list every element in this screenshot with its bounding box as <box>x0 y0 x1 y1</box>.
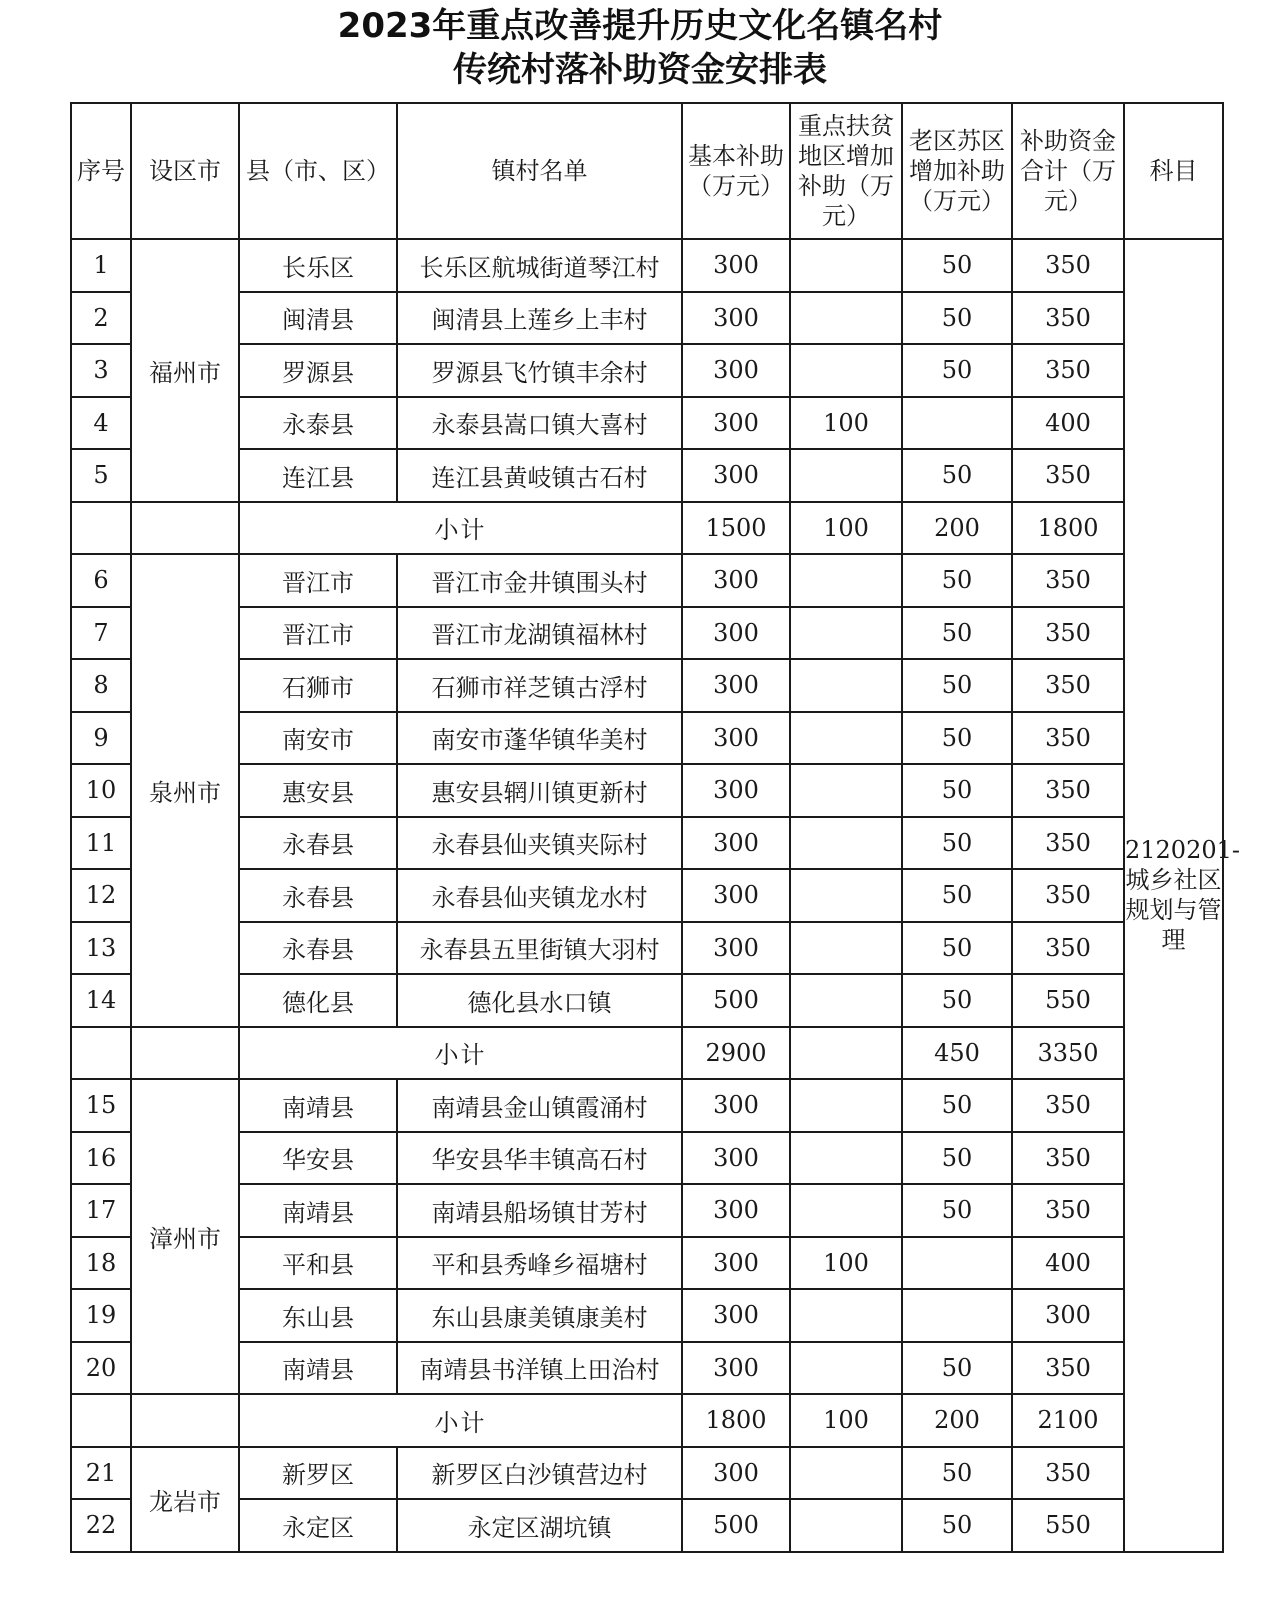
poverty-cell <box>790 239 902 292</box>
oldarea-cell <box>902 1289 1012 1342</box>
village-cell: 永春县仙夹镇夹际村 <box>397 817 682 870</box>
subtotal-basic: 1500 <box>682 502 790 555</box>
county-cell: 永春县 <box>239 922 397 975</box>
poverty-cell <box>790 974 902 1027</box>
basic-cell: 300 <box>682 1079 790 1132</box>
total-cell: 550 <box>1012 974 1124 1027</box>
subject-cell: 2120201-城乡社区规划与管理 <box>1124 239 1223 1552</box>
poverty-cell <box>790 659 902 712</box>
village-cell: 永泰县嵩口镇大喜村 <box>397 397 682 450</box>
poverty-cell <box>790 292 902 345</box>
subtotal-row <box>71 1027 1223 1080</box>
seq-cell: 17 <box>71 1184 131 1237</box>
poverty-cell <box>790 1132 902 1185</box>
total-cell: 350 <box>1012 817 1124 870</box>
total-cell: 350 <box>1012 764 1124 817</box>
basic-cell: 300 <box>682 449 790 502</box>
table-row <box>71 817 1223 870</box>
total-cell: 350 <box>1012 344 1124 397</box>
header-oldarea: 老区苏区增加补助（万元） <box>902 103 1012 239</box>
village-cell: 晋江市金井镇围头村 <box>397 554 682 607</box>
total-cell: 350 <box>1012 607 1124 660</box>
village-cell: 南靖县书洋镇上田治村 <box>397 1342 682 1395</box>
table-row <box>71 554 1223 607</box>
subtotal-poverty: 100 <box>790 1394 902 1447</box>
oldarea-cell: 50 <box>902 922 1012 975</box>
seq-cell: 2 <box>71 292 131 345</box>
village-cell: 平和县秀峰乡福塘村 <box>397 1237 682 1290</box>
total-cell: 350 <box>1012 712 1124 765</box>
table-row <box>71 659 1223 712</box>
table-row <box>71 922 1223 975</box>
subtotal-label: 小计 <box>239 502 682 555</box>
seq-cell-empty <box>71 1027 131 1080</box>
poverty-cell <box>790 1289 902 1342</box>
poverty-cell <box>790 1499 902 1552</box>
table-row <box>71 869 1223 922</box>
village-cell: 华安县华丰镇高石村 <box>397 1132 682 1185</box>
seq-cell: 4 <box>71 397 131 450</box>
basic-cell: 300 <box>682 239 790 292</box>
oldarea-cell <box>902 397 1012 450</box>
oldarea-cell: 50 <box>902 344 1012 397</box>
poverty-cell <box>790 607 902 660</box>
header-seq: 序号 <box>71 103 131 239</box>
table-row <box>71 764 1223 817</box>
table-row <box>71 1342 1223 1395</box>
basic-cell: 300 <box>682 292 790 345</box>
city-cell-empty <box>131 1394 239 1447</box>
table-row <box>71 239 1223 292</box>
village-cell: 连江县黄岐镇古石村 <box>397 449 682 502</box>
city-cell: 泉州市 <box>131 554 239 1027</box>
oldarea-cell: 50 <box>902 1079 1012 1132</box>
oldarea-cell: 50 <box>902 449 1012 502</box>
subtotal-oldarea: 200 <box>902 502 1012 555</box>
village-cell: 罗源县飞竹镇丰余村 <box>397 344 682 397</box>
seq-cell-empty <box>71 502 131 555</box>
table-row <box>71 1184 1223 1237</box>
poverty-cell <box>790 344 902 397</box>
oldarea-cell: 50 <box>902 1447 1012 1500</box>
village-cell: 石狮市祥芝镇古浮村 <box>397 659 682 712</box>
county-cell: 连江县 <box>239 449 397 502</box>
table-row <box>71 974 1223 1027</box>
table-row <box>71 344 1223 397</box>
oldarea-cell: 50 <box>902 1132 1012 1185</box>
village-cell: 永春县五里街镇大羽村 <box>397 922 682 975</box>
village-cell: 东山县康美镇康美村 <box>397 1289 682 1342</box>
total-cell: 350 <box>1012 869 1124 922</box>
oldarea-cell: 50 <box>902 869 1012 922</box>
basic-cell: 300 <box>682 1342 790 1395</box>
county-cell: 永定区 <box>239 1499 397 1552</box>
total-cell: 350 <box>1012 1447 1124 1500</box>
basic-cell: 300 <box>682 922 790 975</box>
county-cell: 长乐区 <box>239 239 397 292</box>
seq-cell: 5 <box>71 449 131 502</box>
county-cell: 平和县 <box>239 1237 397 1290</box>
seq-cell-empty <box>71 1394 131 1447</box>
poverty-cell <box>790 1079 902 1132</box>
poverty-cell <box>790 1447 902 1500</box>
village-cell: 南靖县金山镇霞涌村 <box>397 1079 682 1132</box>
header-total: 补助资金合计（万元） <box>1012 103 1124 239</box>
oldarea-cell: 50 <box>902 974 1012 1027</box>
county-cell: 南安市 <box>239 712 397 765</box>
village-cell: 永春县仙夹镇龙水村 <box>397 869 682 922</box>
header-village: 镇村名单 <box>397 103 682 239</box>
village-cell: 德化县水口镇 <box>397 974 682 1027</box>
county-cell: 华安县 <box>239 1132 397 1185</box>
subtotal-label: 小计 <box>239 1027 682 1080</box>
seq-cell: 19 <box>71 1289 131 1342</box>
header-basic: 基本补助（万元） <box>682 103 790 239</box>
basic-cell: 300 <box>682 1289 790 1342</box>
total-cell: 300 <box>1012 1289 1124 1342</box>
table-row <box>71 1499 1223 1552</box>
table-row <box>71 1132 1223 1185</box>
subtotal-basic: 2900 <box>682 1027 790 1080</box>
seq-cell: 12 <box>71 869 131 922</box>
total-cell: 350 <box>1012 239 1124 292</box>
title-line-1: 2023年重点改善提升历史文化名镇名村 <box>337 6 943 46</box>
city-cell: 龙岩市 <box>131 1447 239 1552</box>
subtotal-oldarea: 450 <box>902 1027 1012 1080</box>
basic-cell: 300 <box>682 344 790 397</box>
seq-cell: 18 <box>71 1237 131 1290</box>
oldarea-cell: 50 <box>902 239 1012 292</box>
header-subject: 科目 <box>1124 103 1223 239</box>
basic-cell: 500 <box>682 1499 790 1552</box>
table-row <box>71 397 1223 450</box>
county-cell: 南靖县 <box>239 1079 397 1132</box>
total-cell: 350 <box>1012 292 1124 345</box>
poverty-cell <box>790 922 902 975</box>
table-row <box>71 1289 1223 1342</box>
county-cell: 石狮市 <box>239 659 397 712</box>
poverty-cell <box>790 712 902 765</box>
total-cell: 350 <box>1012 554 1124 607</box>
basic-cell: 300 <box>682 869 790 922</box>
poverty-cell <box>790 764 902 817</box>
basic-cell: 500 <box>682 974 790 1027</box>
city-cell-empty <box>131 1027 239 1080</box>
oldarea-cell: 50 <box>902 817 1012 870</box>
oldarea-cell: 50 <box>902 1184 1012 1237</box>
county-cell: 南靖县 <box>239 1184 397 1237</box>
table-row <box>71 1079 1223 1132</box>
poverty-cell <box>790 817 902 870</box>
county-cell: 南靖县 <box>239 1342 397 1395</box>
subtotal-row <box>71 1394 1223 1447</box>
seq-cell: 11 <box>71 817 131 870</box>
table-row <box>71 712 1223 765</box>
seq-cell: 20 <box>71 1342 131 1395</box>
oldarea-cell: 50 <box>902 554 1012 607</box>
village-cell: 惠安县辋川镇更新村 <box>397 764 682 817</box>
header-poverty: 重点扶贫地区增加补助（万元） <box>790 103 902 239</box>
oldarea-cell: 50 <box>902 292 1012 345</box>
oldarea-cell: 50 <box>902 1342 1012 1395</box>
county-cell: 德化县 <box>239 974 397 1027</box>
total-cell: 550 <box>1012 1499 1124 1552</box>
county-cell: 永春县 <box>239 817 397 870</box>
village-cell: 闽清县上莲乡上丰村 <box>397 292 682 345</box>
basic-cell: 300 <box>682 1447 790 1500</box>
seq-cell: 10 <box>71 764 131 817</box>
seq-cell: 16 <box>71 1132 131 1185</box>
subtotal-label: 小计 <box>239 1394 682 1447</box>
subtotal-total: 1800 <box>1012 502 1124 555</box>
seq-cell: 21 <box>71 1447 131 1500</box>
header-city: 设区市 <box>131 103 239 239</box>
county-cell: 晋江市 <box>239 554 397 607</box>
subsidy-table <box>70 102 1240 1553</box>
oldarea-cell: 50 <box>902 607 1012 660</box>
oldarea-cell: 50 <box>902 1499 1012 1552</box>
poverty-cell: 100 <box>790 397 902 450</box>
county-cell: 惠安县 <box>239 764 397 817</box>
county-cell: 新罗区 <box>239 1447 397 1500</box>
subtotal-row <box>71 502 1223 555</box>
oldarea-cell: 50 <box>902 659 1012 712</box>
subtotal-oldarea: 200 <box>902 1394 1012 1447</box>
total-cell: 350 <box>1012 659 1124 712</box>
seq-cell: 22 <box>71 1499 131 1552</box>
poverty-cell <box>790 1342 902 1395</box>
oldarea-cell: 50 <box>902 712 1012 765</box>
basic-cell: 300 <box>682 607 790 660</box>
seq-cell: 15 <box>71 1079 131 1132</box>
document-title <box>0 4 1280 92</box>
basic-cell: 300 <box>682 764 790 817</box>
seq-cell: 9 <box>71 712 131 765</box>
total-cell: 350 <box>1012 1132 1124 1185</box>
seq-cell: 3 <box>71 344 131 397</box>
basic-cell: 300 <box>682 817 790 870</box>
total-cell: 350 <box>1012 1342 1124 1395</box>
basic-cell: 300 <box>682 1237 790 1290</box>
poverty-cell <box>790 1184 902 1237</box>
table-row <box>71 607 1223 660</box>
oldarea-cell <box>902 1237 1012 1290</box>
basic-cell: 300 <box>682 1184 790 1237</box>
total-cell: 400 <box>1012 397 1124 450</box>
table-row <box>71 449 1223 502</box>
seq-cell: 1 <box>71 239 131 292</box>
table-row <box>71 292 1223 345</box>
subtotal-total: 2100 <box>1012 1394 1124 1447</box>
total-cell: 400 <box>1012 1237 1124 1290</box>
table-row <box>71 1447 1223 1500</box>
village-cell: 新罗区白沙镇营边村 <box>397 1447 682 1500</box>
poverty-cell <box>790 869 902 922</box>
basic-cell: 300 <box>682 1132 790 1185</box>
seq-cell: 13 <box>71 922 131 975</box>
village-cell: 晋江市龙湖镇福林村 <box>397 607 682 660</box>
village-cell: 南靖县船场镇甘芳村 <box>397 1184 682 1237</box>
subtotal-basic: 1800 <box>682 1394 790 1447</box>
county-cell: 东山县 <box>239 1289 397 1342</box>
table-row <box>71 1237 1223 1290</box>
village-cell: 永定区湖坑镇 <box>397 1499 682 1552</box>
poverty-cell: 100 <box>790 1237 902 1290</box>
seq-cell: 8 <box>71 659 131 712</box>
total-cell: 350 <box>1012 922 1124 975</box>
county-cell: 闽清县 <box>239 292 397 345</box>
poverty-cell <box>790 554 902 607</box>
total-cell: 350 <box>1012 1079 1124 1132</box>
village-cell: 南安市蓬华镇华美村 <box>397 712 682 765</box>
title-line-2: 传统村落补助资金安排表 <box>453 50 827 90</box>
county-cell: 晋江市 <box>239 607 397 660</box>
header-county: 县（市、区） <box>239 103 397 239</box>
seq-cell: 14 <box>71 974 131 1027</box>
subtotal-poverty <box>790 1027 902 1080</box>
basic-cell: 300 <box>682 397 790 450</box>
seq-cell: 7 <box>71 607 131 660</box>
county-cell: 永春县 <box>239 869 397 922</box>
subtotal-total: 3350 <box>1012 1027 1124 1080</box>
table-body <box>71 239 1240 1552</box>
county-cell: 永泰县 <box>239 397 397 450</box>
basic-cell: 300 <box>682 554 790 607</box>
county-cell: 罗源县 <box>239 344 397 397</box>
poverty-cell <box>790 449 902 502</box>
total-cell: 350 <box>1012 1184 1124 1237</box>
city-cell: 福州市 <box>131 239 239 502</box>
city-cell: 漳州市 <box>131 1079 239 1394</box>
header-row <box>71 103 1223 239</box>
oldarea-cell: 50 <box>902 764 1012 817</box>
village-cell: 长乐区航城街道琴江村 <box>397 239 682 292</box>
seq-cell: 6 <box>71 554 131 607</box>
basic-cell: 300 <box>682 659 790 712</box>
total-cell: 350 <box>1012 449 1124 502</box>
city-cell-empty <box>131 502 239 555</box>
subtotal-poverty: 100 <box>790 502 902 555</box>
basic-cell: 300 <box>682 712 790 765</box>
